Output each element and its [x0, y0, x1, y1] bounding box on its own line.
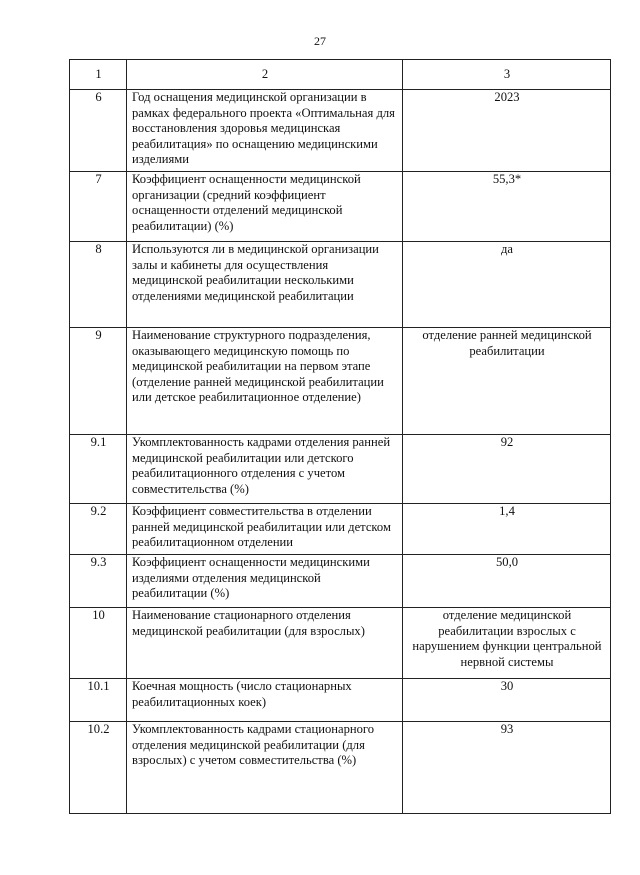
row-description: Укомплектованность кадрами отделения ранней медицинской реабилитации или детского реабилитационного отделения с учетом совместительства (%): [127, 435, 403, 504]
table-row: [70, 242, 611, 328]
row-number: 10.2: [70, 722, 127, 814]
row-description: Наименование структурного подразделения, оказывающего медицинскую помощь по медицинской реабилитации на первом этапе (отделение ранней медицинской реабилитации или детское реабилитационное отделение): [127, 328, 403, 435]
table-row: [70, 504, 611, 555]
data-table: [69, 59, 611, 814]
row-value: 2023: [403, 90, 611, 172]
page-number: 27: [314, 34, 326, 48]
row-description: Укомплектованность кадрами стационарного отделения медицинской реабилитации (для взрослых) с учетом совместительства (%): [127, 722, 403, 814]
row-number: 9.1: [70, 435, 127, 504]
row-number: 6: [70, 90, 127, 172]
row-value: 50,0: [403, 555, 611, 608]
row-description: Используются ли в медицинской организации залы и кабинеты для осуществления медицинской реабилитации несколькими отделениями медицинской реабилитации: [127, 242, 403, 328]
row-number: 9.3: [70, 555, 127, 608]
table-row: [70, 679, 611, 722]
header-col-1: 1: [70, 60, 127, 90]
row-value: 93: [403, 722, 611, 814]
row-value: 92: [403, 435, 611, 504]
table-row: [70, 435, 611, 504]
row-number: 10.1: [70, 679, 127, 722]
table-row: [70, 328, 611, 435]
row-number: 9.2: [70, 504, 127, 555]
row-number: 10: [70, 608, 127, 679]
row-number: 9: [70, 328, 127, 435]
table-header-row: [70, 60, 611, 90]
row-description: Коечная мощность (число стационарных реабилитационных коек): [127, 679, 403, 722]
row-description: Наименование стационарного отделения медицинской реабилитации (для взрослых): [127, 608, 403, 679]
row-description: Год оснащения медицинской организации в рамках федерального проекта «Оптимальная для восстановления здоровья медицинская реабилитация» по оснащению медицинскими изделиями: [127, 90, 403, 172]
row-description: Коэффициент оснащенности медицинскими изделиями отделения медицинской реабилитации (%): [127, 555, 403, 608]
row-value: да: [403, 242, 611, 328]
header-col-3: 3: [403, 60, 611, 90]
row-value: отделение медицинской реабилитации взрослых с нарушением функции центральной нервной системы: [403, 608, 611, 679]
table-row: [70, 555, 611, 608]
table-row: [70, 722, 611, 814]
table-row: [70, 90, 611, 172]
row-description: Коэффициент совместительства в отделении ранней медицинской реабилитации или детском реабилитационном отделении: [127, 504, 403, 555]
row-value: 30: [403, 679, 611, 722]
row-number: 8: [70, 242, 127, 328]
table-row: [70, 172, 611, 242]
row-number: 7: [70, 172, 127, 242]
table-row: [70, 608, 611, 679]
row-description: Коэффициент оснащенности медицинской организации (средний коэффициент оснащенности отделений медицинской реабилитации) (%): [127, 172, 403, 242]
row-value: отделение ранней медицинской реабилитации: [403, 328, 611, 435]
row-value: 1,4: [403, 504, 611, 555]
row-value: 55,3*: [403, 172, 611, 242]
header-col-2: 2: [127, 60, 403, 90]
